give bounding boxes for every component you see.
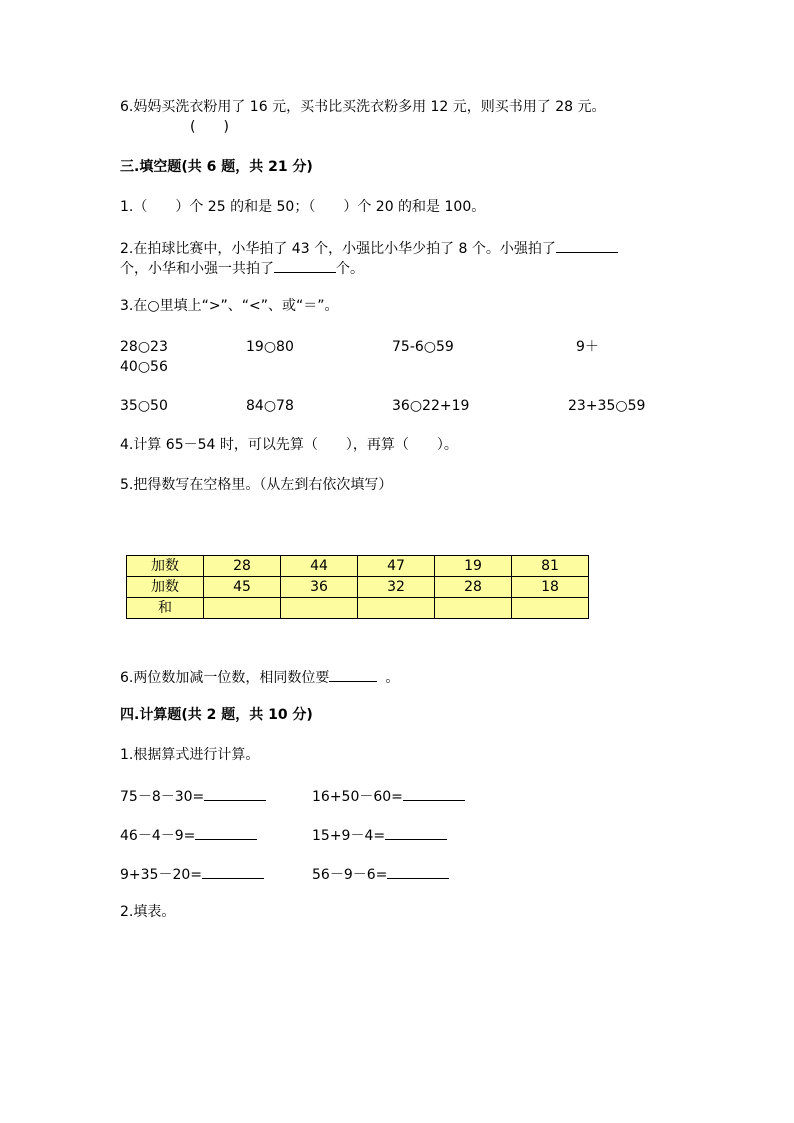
- answer-cell[interactable]: [204, 598, 281, 619]
- answer-cell[interactable]: [512, 598, 589, 619]
- table-cell: 47: [358, 556, 435, 577]
- answer-blank[interactable]: [387, 864, 449, 879]
- question-3-6: 6.两位数加减一位数，相同数位要 。: [120, 667, 399, 687]
- answer-cell[interactable]: [281, 598, 358, 619]
- compare-item[interactable]: 75-6○59: [392, 339, 454, 355]
- question-4-2: 2.填表。: [120, 904, 176, 920]
- calc-item: 16+50－60=: [312, 786, 465, 806]
- answer-parentheses: ( ): [190, 119, 229, 135]
- question-3-1: 1.（ ）个 25 的和是 50；（ ）个 20 的和是 100。: [120, 199, 486, 215]
- compare-item[interactable]: 35○50: [120, 398, 168, 414]
- answer-blank[interactable]: [202, 864, 264, 879]
- compare-item[interactable]: 28○23: [120, 339, 168, 355]
- answer-blank[interactable]: [195, 825, 257, 840]
- answer-cell[interactable]: [435, 598, 512, 619]
- calc-item: 9+35－20=: [120, 864, 264, 884]
- calc-item: 46－4－9=: [120, 825, 257, 845]
- answer-blank[interactable]: [204, 786, 266, 801]
- table-cell: 18: [512, 577, 589, 598]
- addition-table: [126, 555, 589, 619]
- compare-item[interactable]: 19○80: [246, 339, 294, 355]
- table-cell: 45: [204, 577, 281, 598]
- table-cell: 44: [281, 556, 358, 577]
- question-3-2-line1: 2.在拍球比赛中，小华拍了 43 个，小强比小华少拍了 8 个。小强拍了: [120, 238, 618, 258]
- section-4-title: 四.计算题(共 2 题，共 10 分): [120, 707, 313, 723]
- answer-blank[interactable]: [274, 258, 336, 273]
- answer-cell[interactable]: [358, 598, 435, 619]
- table-row: [127, 598, 589, 619]
- answer-blank[interactable]: [403, 786, 465, 801]
- table-cell: 28: [435, 577, 512, 598]
- compare-item[interactable]: 23+35○59: [568, 398, 646, 414]
- compare-item[interactable]: 40○56: [120, 359, 168, 375]
- calc-item: 75－8－30=: [120, 786, 266, 806]
- table-cell: 19: [435, 556, 512, 577]
- table-cell: 81: [512, 556, 589, 577]
- question-3-3: 3.在○里填上“>”、“<”、或“＝”。: [120, 298, 339, 314]
- question-3-2-line2: 个，小华和小强一共拍了 个。: [120, 258, 364, 278]
- answer-blank[interactable]: [329, 667, 377, 682]
- answer-blank[interactable]: [556, 238, 618, 253]
- question-4-1: 1.根据算式进行计算。: [120, 747, 260, 763]
- question-3-5: 5.把得数写在空格里。（从左到右依次填写）: [120, 477, 393, 493]
- table-cell: 28: [204, 556, 281, 577]
- calc-item: 56－9－6=: [312, 864, 449, 884]
- calc-item: 15+9－4=: [312, 825, 447, 845]
- row-label: 加数: [127, 577, 204, 598]
- row-label: 加数: [127, 556, 204, 577]
- row-label: 和: [127, 598, 204, 619]
- compare-item[interactable]: 9＋: [576, 339, 599, 355]
- table-cell: 36: [281, 577, 358, 598]
- section-3-title: 三.填空题(共 6 题，共 21 分): [120, 159, 313, 175]
- answer-blank[interactable]: [385, 825, 447, 840]
- table-row: [127, 577, 589, 598]
- table-row: [127, 556, 589, 577]
- compare-item[interactable]: 36○22+19: [392, 398, 470, 414]
- question-3-4: 4.计算 65－54 时，可以先算（ ），再算（ ）。: [120, 437, 458, 453]
- question-6-previous: 6.妈妈买洗衣粉用了 16 元，买书比买洗衣粉多用 12 元，则买书用了 28 元。: [120, 99, 606, 115]
- compare-item[interactable]: 84○78: [246, 398, 294, 414]
- table-cell: 32: [358, 577, 435, 598]
